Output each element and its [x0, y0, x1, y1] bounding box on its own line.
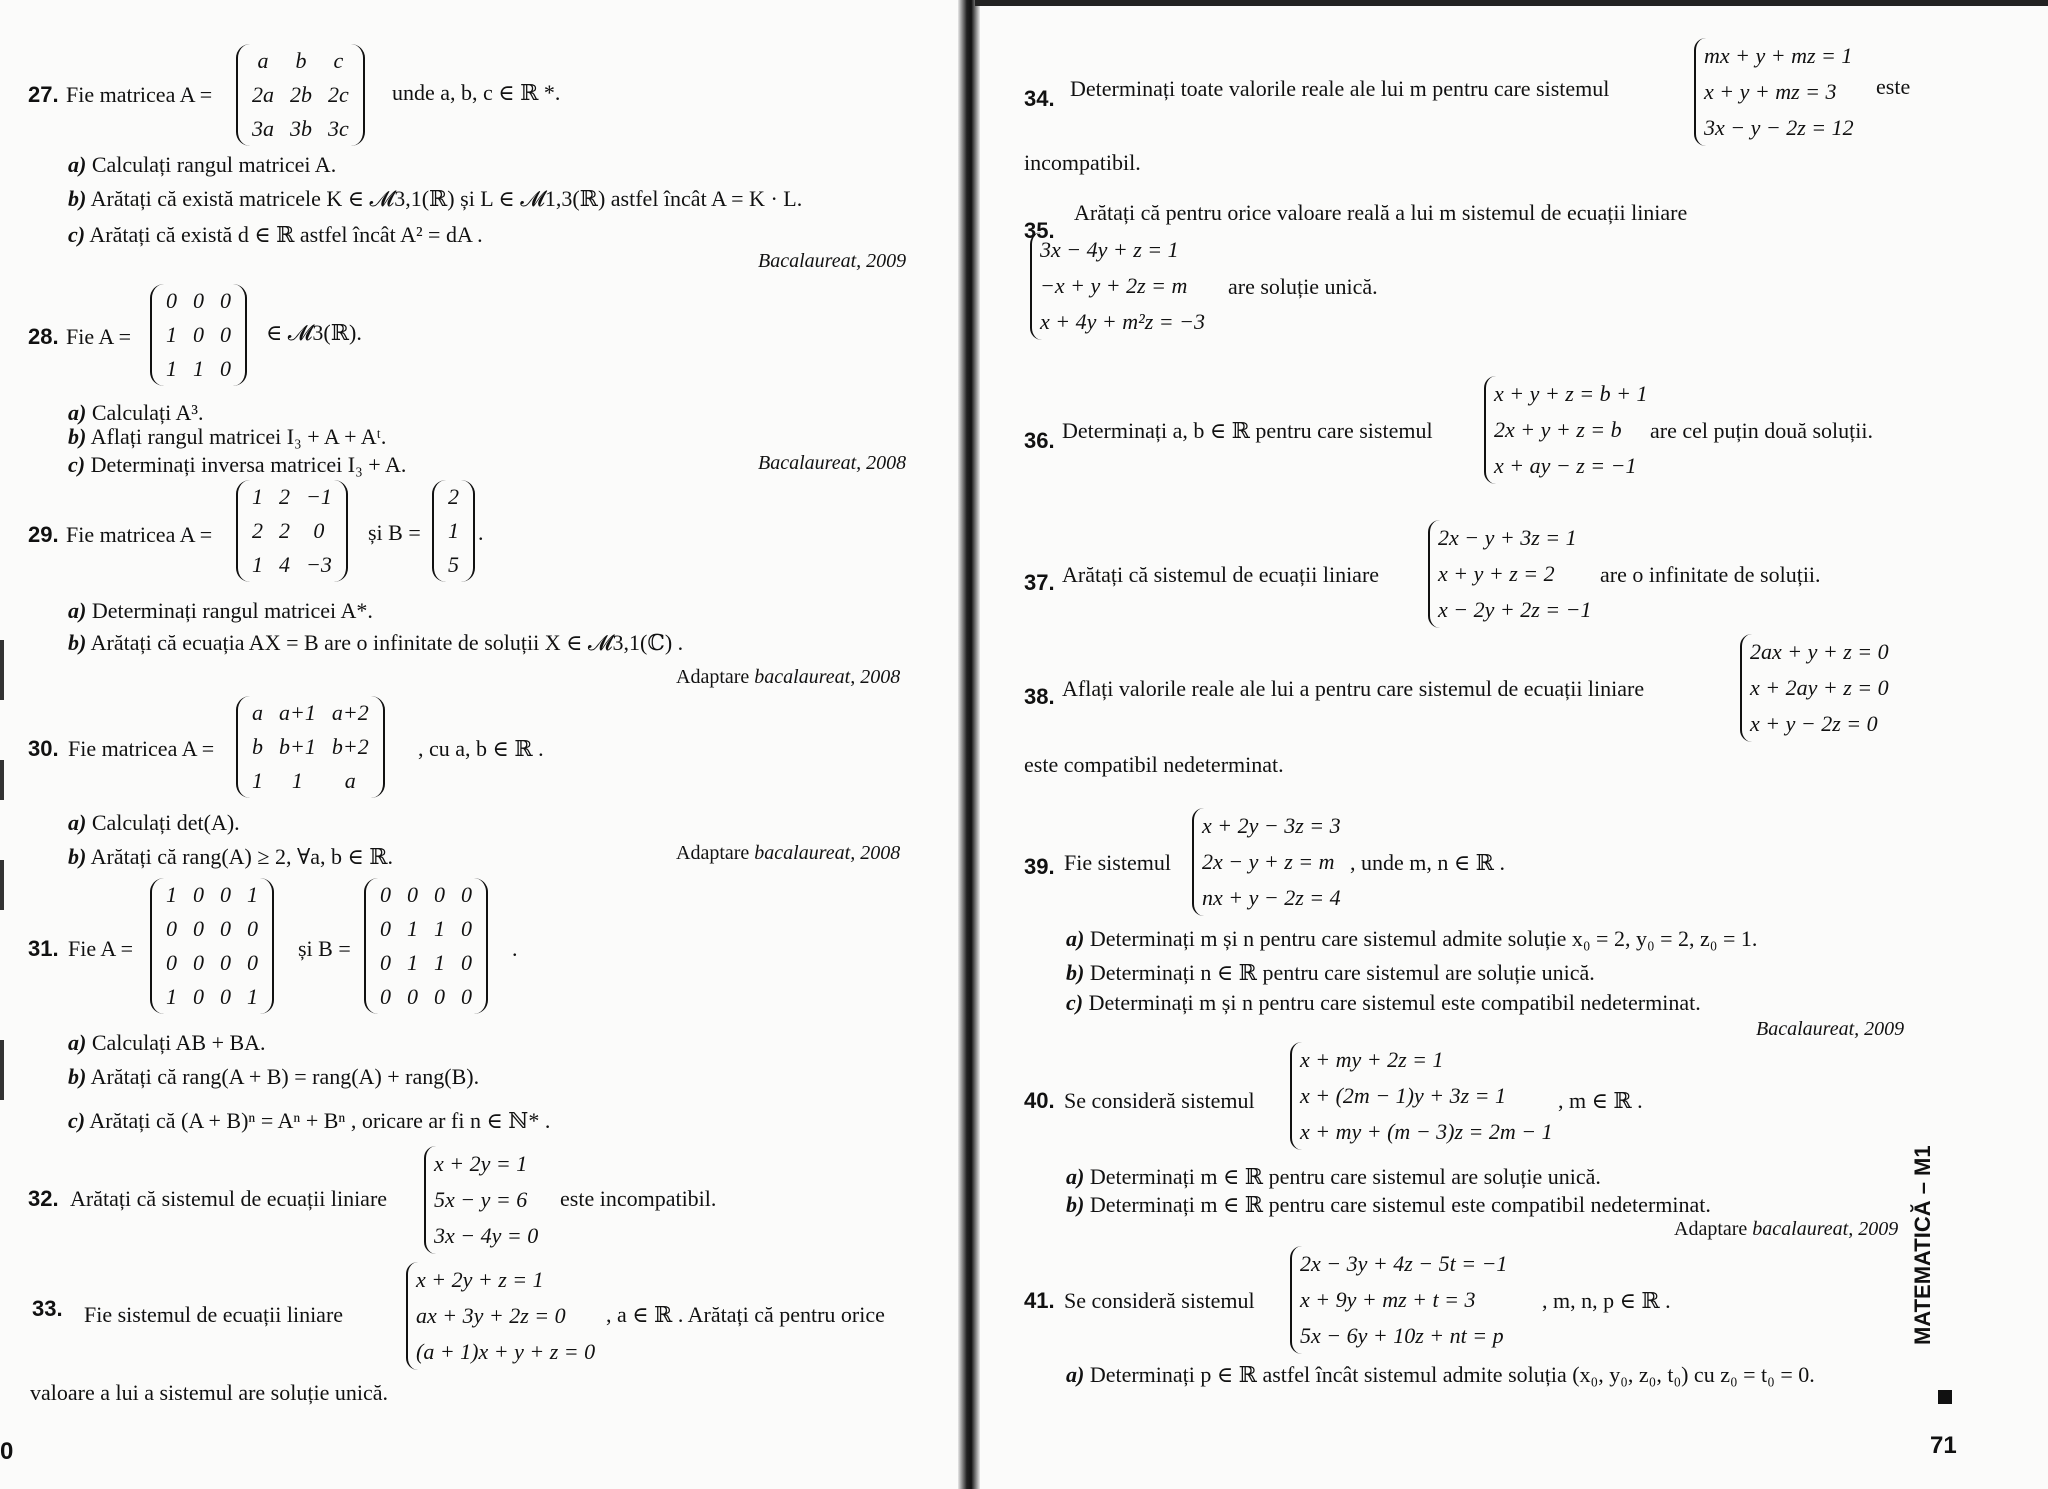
problem-condition: este incompatibil. — [560, 1186, 717, 1211]
and-label: și B = — [368, 520, 421, 545]
matrix-B: 2 1 5 — [432, 480, 475, 582]
problem-condition: , a ∈ ℝ . Arătați că pentru orice — [606, 1302, 885, 1327]
problem-number: 41. — [1024, 1288, 1055, 1313]
problem-number: 39. — [1024, 854, 1055, 879]
margin-mark — [0, 1040, 4, 1100]
subpoint-b: b) Arătați că rang(A) ≥ 2, ∀a, b ∈ ℝ. — [68, 844, 394, 869]
problem-intro: Fie A = — [66, 324, 131, 349]
problem-intro: Se consideră sistemul — [1064, 1088, 1255, 1113]
problem-intro: Arătați că sistemul de ecuații liniare — [1062, 562, 1380, 587]
problem-number: 31. — [28, 936, 59, 961]
linear-system: 2ax + y + z = 0 x + 2ay + z = 0 x + y − 2z = 0 — [1740, 634, 1889, 742]
problem-number: 27. — [28, 82, 59, 107]
matrix-A: 0 0 0 1 0 0 1 1 0 — [150, 284, 247, 386]
matrix-A: a a+1 a+2 b b+1 b+2 1 1 a — [236, 696, 385, 798]
subpoint-b: b) Arătați că rang(A + B) = rang(A) + rang(B). — [68, 1064, 480, 1089]
problem-condition: este — [1876, 74, 1911, 99]
source-citation: Adaptare bacalaureat, 2008 — [676, 666, 901, 688]
matrix-A: 1 0 0 1 0 0 0 0 0 0 0 0 1 0 0 1 — [150, 878, 274, 1014]
book-gutter — [958, 0, 980, 1489]
problem-condition: , m ∈ ℝ . — [1558, 1088, 1643, 1113]
linear-system: x + my + 2z = 1 x + (2m − 1)y + 3z = 1 x + my + (m − 3)z = 2m − 1 — [1290, 1042, 1553, 1150]
source-citation: Bacalaureat, 2009 — [1756, 1018, 1905, 1040]
margin-mark — [0, 760, 4, 800]
right-page-number: 71 — [1930, 1432, 1957, 1459]
problem-intro: Determinați toate valorile reale ale lui m pentru care sistemul — [1070, 76, 1610, 101]
problem-condition: unde a, b, c ∈ ℝ *. — [392, 80, 561, 105]
linear-system: 2x − 3y + 4z − 5t = −1 x + 9y + mz + t = 3 5x − 6y + 10z + nt = p — [1290, 1246, 1507, 1354]
problem-condition: , unde m, n ∈ ℝ . — [1350, 850, 1505, 875]
margin-mark — [0, 640, 4, 700]
problem-intro: Arătați că sistemul de ecuații liniare — [70, 1186, 388, 1211]
subpoint-b: b) Aflați rangul matricei I₃ + A + Aᵗ. — [68, 424, 387, 449]
subpoint-c: c) Arătați că există d ∈ ℝ astfel încât A² = dA . — [68, 222, 483, 247]
problem-number: 36. — [1024, 428, 1055, 453]
subpoint-a: a) Determinați p ∈ ℝ astfel încât sistemul admite soluția (x₀, y₀, z₀, t₀) cu z₀ = t₀ = 0. — [1066, 1362, 1815, 1387]
and-label: și B = — [298, 936, 351, 961]
subpoint-a: a) Determinați rangul matricei A*. — [68, 598, 373, 623]
problem-intro: Se consideră sistemul — [1064, 1288, 1255, 1313]
problem-number: 35. — [1024, 218, 1055, 243]
matrix-B: 0 0 0 0 0 1 1 0 0 1 1 0 0 0 0 0 — [364, 878, 488, 1014]
problem-number: 40. — [1024, 1088, 1055, 1113]
period: . — [512, 936, 518, 961]
linear-system: x + 2y − 3z = 3 2x − y + z = m nx + y − 2z = 4 — [1192, 808, 1341, 916]
problem-continuation: incompatibil. — [1024, 150, 1141, 175]
subpoint-a: a) Determinați m și n pentru care sistemul admite soluție x₀ = 2, y₀ = 2, z₀ = 1. — [1066, 926, 1758, 951]
linear-system: 2x − y + 3z = 1 x + y + z = 2 x − 2y + 2z = −1 — [1428, 520, 1591, 628]
problem-intro: Fie sistemul de ecuații liniare — [84, 1302, 344, 1327]
problem-number: 32. — [28, 1186, 59, 1211]
subpoint-c: c) Determinați inversa matricei I₃ + A. — [68, 452, 407, 477]
problem-intro: Fie sistemul — [1064, 850, 1171, 875]
subpoint-b: b) Arătați că ecuația AX = B are o infinitate de soluții X ∈ 𝓜3,1(ℂ) . — [68, 630, 684, 655]
problem-number: 34. — [1024, 86, 1055, 111]
source-citation: Adaptare bacalaureat, 2008 — [676, 842, 901, 864]
problem-number: 30. — [28, 736, 59, 761]
subpoint-a: a) Calculați AB + BA. — [68, 1030, 266, 1055]
subpoint-b: b) Determinați n ∈ ℝ pentru care sistemul are soluție unică. — [1066, 960, 1595, 985]
problem-condition: , m, n, p ∈ ℝ . — [1542, 1288, 1671, 1313]
subpoint-a: a) Calculați rangul matricei A. — [68, 152, 337, 177]
linear-system: x + y + z = b + 1 2x + y + z = b x + ay − z = −1 — [1484, 376, 1647, 484]
linear-system: x + 2y = 1 5x − y = 6 3x − 4y = 0 — [424, 1146, 538, 1254]
problem-continuation: este compatibil nedeterminat. — [1024, 752, 1284, 777]
subpoint-b: b) Arătați că există matricele K ∈ 𝓜3,1(ℝ) și L ∈ 𝓜1,3(ℝ) astfel încât A = K · L. — [68, 186, 803, 211]
problem-intro: Fie A = — [68, 936, 133, 961]
period: . — [478, 520, 484, 545]
problem-intro: Aflați valorile reale ale lui a pentru care sistemul de ecuații liniare — [1062, 676, 1645, 701]
problem-intro: Fie matricea A = — [66, 522, 213, 547]
problem-number: 29. — [28, 522, 59, 547]
problem-intro: Determinați a, b ∈ ℝ pentru care sistemul — [1062, 418, 1433, 443]
subpoint-c: c) Determinați m și n pentru care sistemul este compatibil nedeterminat. — [1066, 990, 1701, 1015]
problem-intro: Fie matricea A = — [66, 82, 213, 107]
problem-condition: ∈ 𝓜3(ℝ). — [266, 320, 362, 345]
linear-system: x + 2y + z = 1 ax + 3y + 2z = 0 (a + 1)x + y + z = 0 — [406, 1262, 595, 1370]
subpoint-c: c) Arătați că (A + B)ⁿ = Aⁿ + Bⁿ , oricare ar fi n ∈ ℕ* . — [68, 1108, 551, 1133]
side-label: MATEMATICĂ – M1 — [1910, 1145, 1935, 1345]
problem-condition: are soluție unică. — [1228, 274, 1378, 299]
problem-number: 37. — [1024, 570, 1055, 595]
square-marker-icon — [1938, 1390, 1952, 1404]
linear-system: 3x − 4y + z = 1 −x + y + 2z = m x + 4y + m²z = −3 — [1030, 232, 1205, 340]
problem-continuation: valoare a lui a sistemul are soluție unică. — [30, 1380, 388, 1405]
margin-mark — [0, 860, 4, 910]
page-top-edge — [975, 0, 2048, 6]
problem-intro: Arătați că pentru orice valoare reală a lui m sistemul de ecuații liniare — [1074, 200, 1688, 225]
subpoint-a: a) Calculați det(A). — [68, 810, 240, 835]
source-citation: Bacalaureat, 2009 — [758, 250, 907, 272]
subpoint-a: a) Determinați m ∈ ℝ pentru care sistemul are soluție unică. — [1066, 1164, 1601, 1189]
problem-condition: are o infinitate de soluții. — [1600, 562, 1821, 587]
problem-condition: are cel puțin două soluții. — [1650, 418, 1873, 443]
linear-system: mx + y + mz = 1 x + y + mz = 3 3x − y − 2z = 12 — [1694, 38, 1854, 146]
source-citation: Bacalaureat, 2008 — [758, 452, 907, 474]
problem-condition: , cu a, b ∈ ℝ . — [418, 736, 544, 761]
source-citation: Adaptare bacalaureat, 2009 — [1674, 1218, 1899, 1240]
problem-number: 38. — [1024, 684, 1055, 709]
subpoint-b: b) Determinați m ∈ ℝ pentru care sistemul este compatibil nedeterminat. — [1066, 1192, 1711, 1217]
matrix-A: 1 2 −1 2 2 0 1 4 −3 — [236, 480, 348, 582]
left-page-number: 0 — [0, 1438, 14, 1465]
problem-intro: Fie matricea A = — [68, 736, 215, 761]
subpoint-a: a) Calculați A³. — [68, 400, 204, 425]
problem-number: 33. — [32, 1296, 63, 1321]
problem-number: 28. — [28, 324, 59, 349]
matrix-A: a b c 2a 2b 2c 3a 3b 3c — [236, 44, 365, 146]
